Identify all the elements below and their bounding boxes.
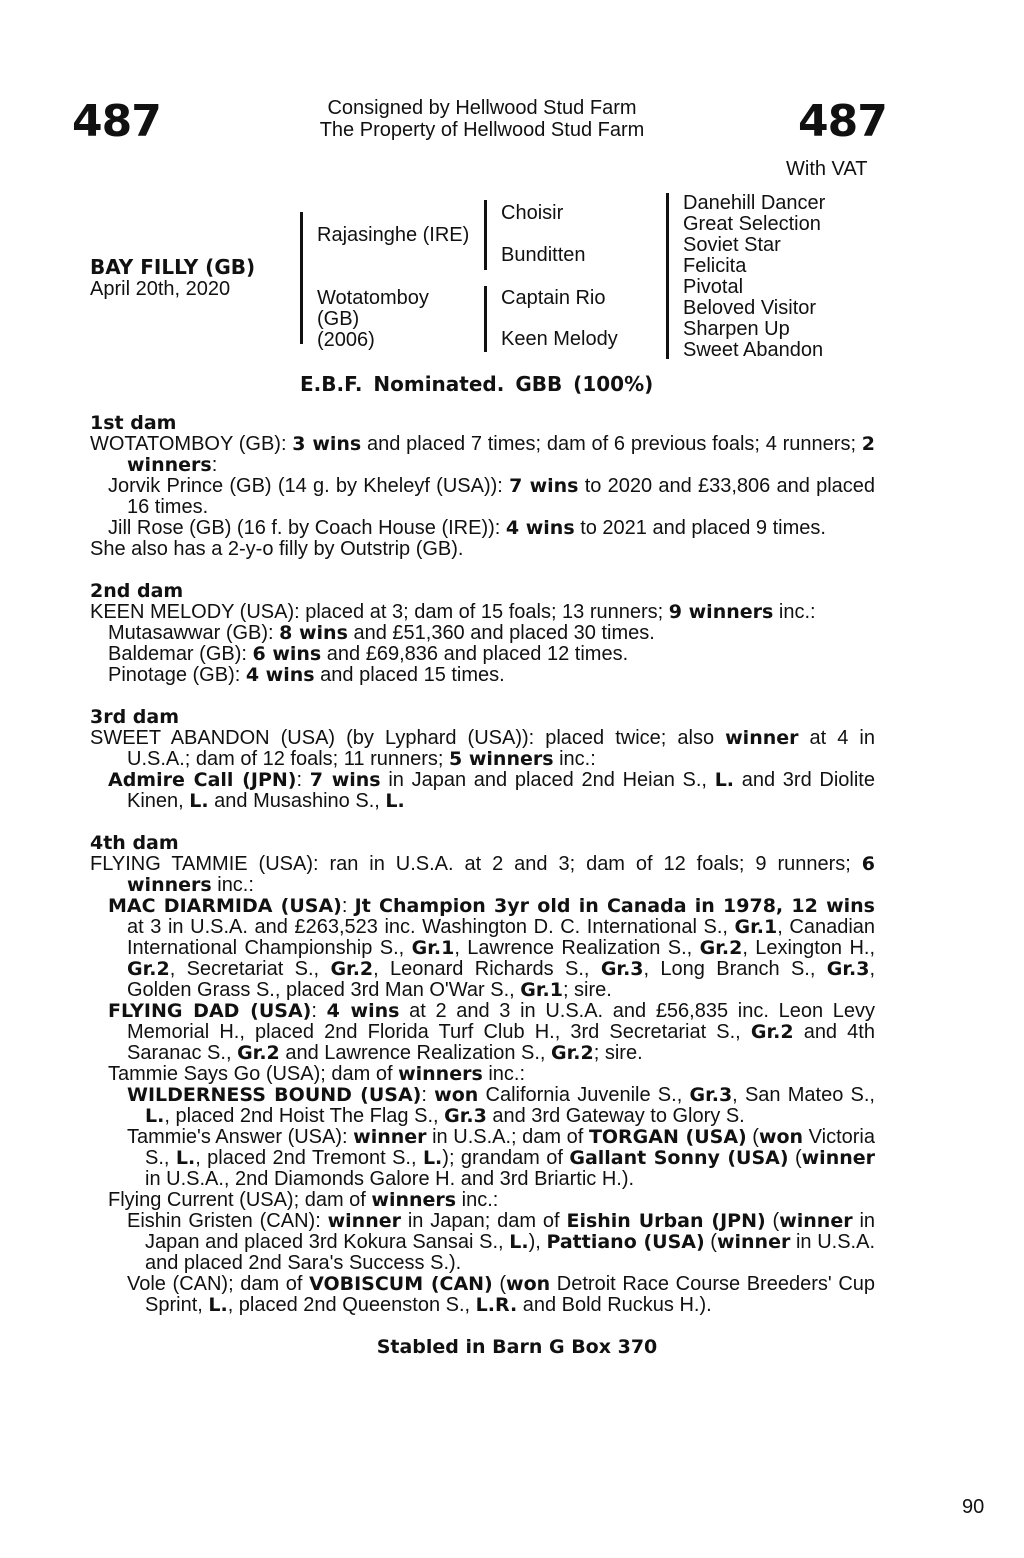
produce-subentry: WILDERNESS BOUND (USA): won California Juvenile S., Gr.3, San Mateo S., L., placed 2nd Hoist The Flag S., Gr.3 and 3rd Gateway to Glory S. xyxy=(127,1084,875,1127)
dam-summary: WOTATOMBOY (GB): 3 wins and placed 7 times; dam of 6 previous foals; 4 runners; 2 winners: xyxy=(90,433,876,476)
dam-summary: SWEET ABANDON (USA) (by Lyphard (USA)): placed twice; also winner at 4 in U.S.A.; dam of 12 foals; 11 runners; 5 winners inc.: xyxy=(90,727,876,770)
ebf-nominated: E.B.F. Nominated. xyxy=(300,372,505,396)
pedigree-bracket-1 xyxy=(300,212,303,344)
pedigree-gen3-item: Sweet Abandon xyxy=(683,339,824,361)
produce-entry: Pinotage (GB): 4 wins and placed 15 times. xyxy=(108,664,505,686)
pedigree-bracket-2b xyxy=(484,286,487,352)
pedigree-sire: Rajasinghe (IRE) xyxy=(317,224,470,246)
consignor-block xyxy=(262,97,702,141)
produce-entry: Jill Rose (GB) (16 f. by Coach House (IRE)): 4 wins to 2021 and placed 9 times. xyxy=(108,517,826,539)
dam-summary: FLYING TAMMIE (USA): ran in U.S.A. at 2 and 3; dam of 12 foals; 9 runners; 6 winners inc.: xyxy=(90,853,875,896)
produce-entry: Baldemar (GB): 6 wins and £69,836 and placed 12 times. xyxy=(108,643,629,665)
produce-note: She also has a 2-y-o filly by Outstrip (GB). xyxy=(90,538,464,560)
pedigree-gen2-dam-sire: Captain Rio xyxy=(501,287,606,309)
property-line: The Property of Hellwood Stud Farm xyxy=(319,119,645,141)
section-title: 4th dam xyxy=(90,832,179,854)
produce-entry: Tammie Says Go (USA); dam of winners inc.: xyxy=(108,1063,526,1085)
third-dam-section xyxy=(90,707,875,812)
produce-record xyxy=(90,413,875,1337)
pedigree-dam-name: Wotatomboy xyxy=(317,287,429,309)
dam-summary: KEEN MELODY (USA): placed at 3; dam of 15 foals; 13 runners; 9 winners inc.: xyxy=(90,601,816,623)
pedigree-gen2-dam-dam: Keen Melody xyxy=(501,328,618,350)
horse-dob: April 20th, 2020 xyxy=(90,278,231,300)
pedigree-gen2-sire-dam: Bunditten xyxy=(501,244,586,266)
page-number: 90 xyxy=(962,1496,985,1518)
produce-entry: Jorvik Prince (GB) (14 g. by Kheleyf (USA)): 7 wins to 2020 and £33,806 and placed 16 times. xyxy=(108,475,876,518)
produce-subentry: Vole (CAN); dam of VOBISCUM (CAN) (won Detroit Race Course Breeders' Cup Sprint, L., placed 2nd Queenston S., L.R. and Bold Ruckus H.). xyxy=(127,1273,876,1316)
produce-entry: Admire Call (JPN): 7 wins in Japan and placed 2nd Heian S., L. and 3rd Diolite Kinen, L. and Musashino S., L. xyxy=(108,769,875,812)
lot-number-right: 487 xyxy=(798,96,887,147)
consignor-line: Consigned by Hellwood Stud Farm xyxy=(327,97,637,119)
pedigree-bracket-3 xyxy=(666,193,669,359)
pedigree-dam xyxy=(317,288,429,351)
pedigree-gen3-item: Beloved Visitor xyxy=(683,297,817,319)
pedigree-gen3-item: Danehill Dancer xyxy=(683,192,826,214)
gbb-status: GBB (100%) xyxy=(515,372,654,396)
produce-subentry: Eishin Gristen (CAN): winner in Japan; dam of Eishin Urban (JPN) (winner in Japan and placed 3rd Kokura Sansai S., L.), Pattiano (USA) (winner in U.S.A. and placed 2nd Sara's Success S.). xyxy=(127,1210,876,1274)
section-title: 1st dam xyxy=(90,412,177,434)
vat-label: With VAT xyxy=(786,158,868,180)
pedigree-gen3-list xyxy=(683,193,825,361)
section-title: 2nd dam xyxy=(90,580,184,602)
produce-entry: MAC DIARMIDA (USA): Jt Champion 3yr old in Canada in 1978, 12 wins at 3 in U.S.A. and £263,523 inc. Washington D. C. International S., Gr.1, Canadian International Championship S., Gr.1, Lawrence Realization S., Gr.2, Lexington H., Gr.2, Secretariat S., Gr.2, Leonard Richards S., Gr.3, Long Branch S., Gr.3, Golden Grass S., placed 3rd Man O'War S., Gr.1; sire. xyxy=(108,895,876,1001)
pedigree-dam-country: (GB) xyxy=(317,308,360,330)
stabling-info: Stabled in Barn G Box 370 xyxy=(376,1336,658,1358)
pedigree-gen3-item: Felicita xyxy=(683,255,747,277)
produce-entry: FLYING DAD (USA): 4 wins at 2 and 3 in U.S.A. and £56,835 inc. Leon Levy Memorial H., placed 2nd Florida Turf Club H., 3rd Secretariat S., Gr.2 and 4th Saranac S., Gr.2 and Lawrence Realization S., Gr.2; sire. xyxy=(108,1000,875,1064)
pedigree-gen2-sire-sire: Choisir xyxy=(501,202,564,224)
section-title: 3rd dam xyxy=(90,706,180,728)
second-dam-section xyxy=(90,581,875,686)
lot-number-left: 487 xyxy=(72,96,161,147)
horse-name: BAY FILLY (GB) xyxy=(90,255,256,279)
pedigree-gen3-item: Sharpen Up xyxy=(683,318,790,340)
pedigree-gen3-item: Soviet Star xyxy=(683,234,781,256)
produce-subentry: Tammie's Answer (USA): winner in U.S.A.; dam of TORGAN (USA) (won Victoria S., L., placed 2nd Tremont S., L.); grandam of Gallant Sonny (USA) (winner in U.S.A., 2nd Diamonds Galore H. and 3rd Briartic H.). xyxy=(127,1126,875,1190)
nomination-line xyxy=(300,372,653,396)
pedigree-dam-year: (2006) xyxy=(317,329,375,351)
fourth-dam-section xyxy=(90,833,875,1316)
produce-entry: Mutasawwar (GB): 8 wins and £51,360 and placed 30 times. xyxy=(108,622,655,644)
first-dam-section xyxy=(90,413,875,560)
pedigree-bracket-2a xyxy=(484,200,487,270)
pedigree-gen3-item: Pivotal xyxy=(683,276,744,298)
produce-entry: Flying Current (USA); dam of winners inc.: xyxy=(108,1189,499,1211)
pedigree-gen3-item: Great Selection xyxy=(683,213,821,235)
